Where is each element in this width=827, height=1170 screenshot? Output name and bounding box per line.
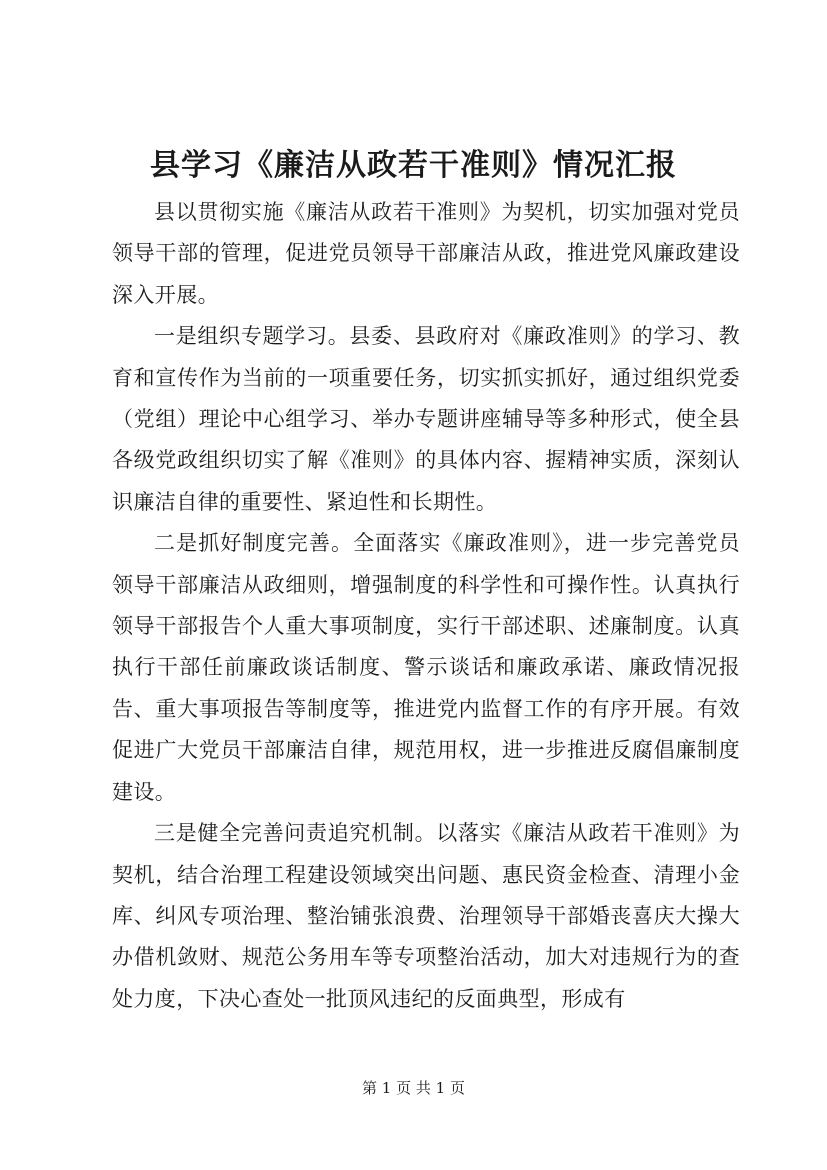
page-number-footer: 第 1 页 共 1 页 bbox=[362, 1079, 465, 1097]
paragraph-accountability: 三是健全完善问责追究机制。以落实《廉洁从政若干准则》为契机，结合治理工程建设领域突出问题、惠民资金检查、清理小金库、纠风专项治理、整治铺张浪费、治理领导干部婚丧喜庆大操大办借机敛财、规范公务用车等专项整治活动，加大对违规行为的查处力度，下决心查处一批顶风违纪的反面典型，形成有 bbox=[112, 821, 740, 1011]
document-body bbox=[112, 192, 740, 1020]
paragraph-intro: 县以贯彻实施《廉洁从政若干准则》为契机，切实加强对党员领导干部的管理，促进党员领导干部廉洁从政，推进党风廉政建设深入开展。 bbox=[112, 200, 740, 307]
paragraph-system: 二是抓好制度完善。全面落实《廉政准则》，进一步完善党员领导干部廉洁从政细则，增强制度的科学性和可操作性。认真执行领导干部报告个人重大事项制度，实行干部述职、述廉制度。认真执行干部任前廉政谈话制度、警示谈话和廉政承诺、廉政情况报告、重大事项报告等制度等，推进党内监督工作的有序开展。有效促进广大党员干部廉洁自律，规范用权，进一步推进反腐倡廉制度建设。 bbox=[112, 531, 740, 804]
document-title: 县学习《廉洁从政若干准则》情况汇报 bbox=[150, 148, 677, 183]
paragraph-study: 一是组织专题学习。县委、县政府对《廉政准则》的学习、教育和宣传作为当前的一项重要任务，切实抓实抓好，通过组织党委（党组）理论中心组学习、举办专题讲座辅导等多种形式，使全县各级党政组织切实了解《准则》的具体内容、握精神实质，深刻认识廉洁自律的重要性、紧迫性和长期性。 bbox=[112, 324, 740, 514]
